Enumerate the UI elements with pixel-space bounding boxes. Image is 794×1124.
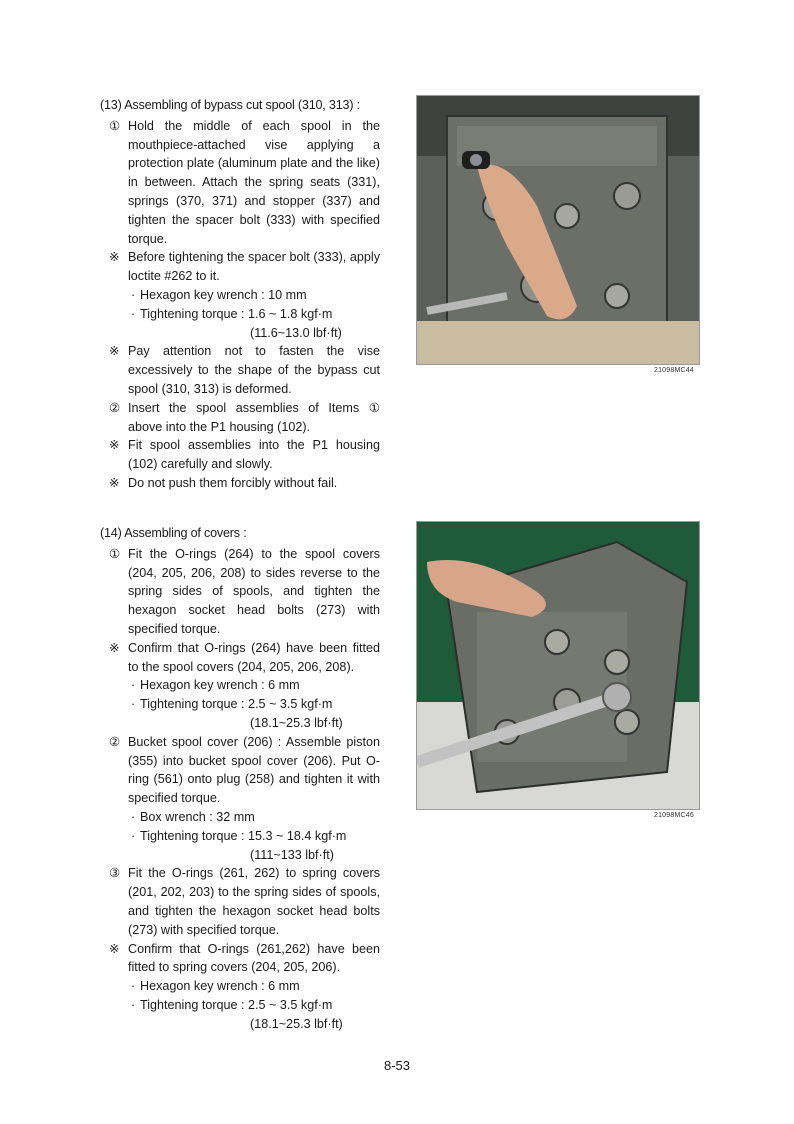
item-marker: ※ — [109, 438, 120, 453]
item-text: Insert the spool assemblies of Items ① above into the P1 housing (102). — [128, 400, 380, 434]
page-number: 8-53 — [383, 1058, 411, 1073]
step-item — [100, 399, 380, 437]
spec-line — [100, 286, 380, 305]
spec-line — [100, 695, 380, 714]
step-item — [100, 864, 380, 939]
step-item — [100, 117, 380, 249]
spec-text: Tightening torque : 1.6 ~ 1.8 kgf·m — [140, 306, 333, 321]
section-14 — [100, 524, 380, 1034]
item-marker: ① — [109, 546, 121, 561]
photo-bypass-cut-spool — [416, 95, 700, 365]
photo-caption-14: 21098MC46 — [654, 812, 694, 819]
spec-line — [100, 977, 380, 996]
item-marker: ② — [109, 400, 121, 415]
spec-text: Tightening torque : 2.5 ~ 3.5 kgf·m — [140, 997, 333, 1012]
bullet-dot: · — [131, 678, 136, 693]
spec-text: Box wrench : 32 mm — [140, 809, 255, 824]
spec-text: Hexagon key wrench : 6 mm — [140, 678, 300, 693]
section-13-list — [100, 117, 380, 493]
step-item — [100, 545, 380, 639]
item-text: Do not push them forcibly without fail. — [128, 475, 338, 490]
bullet-dot: · — [131, 287, 136, 302]
item-text: Pay attention not to fasten the vise excessively to the shape of the bypass cut spool (310, 313) is deformed. — [128, 344, 380, 396]
photo-caption-13: 21098MC44 — [654, 367, 694, 374]
bullet-dot: · — [131, 809, 136, 824]
spec-line — [100, 676, 380, 695]
spec-conversion: (11.6~13.0 lbf·ft) — [250, 325, 342, 340]
bullet-dot: · — [131, 979, 136, 994]
spec-conversion: (18.1~25.3 lbf·ft) — [250, 715, 343, 730]
caution-note — [100, 248, 380, 286]
item-marker: ※ — [109, 250, 120, 265]
bullet-dot: · — [131, 997, 136, 1012]
spec-line — [100, 808, 380, 827]
bullet-dot: · — [131, 828, 136, 843]
spec-text: Tightening torque : 2.5 ~ 3.5 kgf·m — [140, 697, 333, 712]
item-text: Confirm that O-rings (261,262) have been fitted to spring covers (204, 205, 206). — [128, 941, 380, 975]
item-text: Bucket spool cover (206) : Assemble piston (355) into bucket spool cover (206). Put O-ring (561) onto plug (258) and tighten it with specified torque. — [128, 734, 380, 806]
item-text: Confirm that O-rings (264) have been fitted to the spool covers (204, 205, 206, 208). — [128, 640, 380, 674]
section-14-list — [100, 545, 380, 1034]
item-marker: ② — [109, 734, 121, 749]
caution-note — [100, 940, 380, 978]
bullet-dot: · — [131, 697, 136, 712]
spec-conversion: (111~133 lbf·ft) — [250, 847, 334, 862]
spec-line — [100, 827, 380, 846]
item-text: Before tightening the spacer bolt (333), apply loctite #262 to it. — [128, 250, 380, 284]
photo-covers-assembly — [416, 521, 700, 810]
caution-note — [100, 639, 380, 677]
item-marker: ① — [109, 118, 121, 133]
item-marker: ※ — [109, 344, 120, 359]
item-text: Fit the O-rings (264) to the spool covers (204, 205, 206, 208) to sides reverse to the spring sides of spools, and tighten the hexagon socket head bolts (273) with specified torque. — [128, 546, 380, 636]
section-13-heading: (13) Assembling of bypass cut spool (310, 313) : — [100, 98, 360, 112]
caution-note — [100, 474, 380, 493]
item-text: Fit the O-rings (261, 262) to spring covers (201, 202, 203) to the spring sides of spools, and tighten the hexagon socket head bolts (273) with specified torque. — [128, 866, 380, 937]
spec-conversion: (18.1~25.3 lbf·ft) — [250, 1016, 343, 1031]
spec-text: Hexagon key wrench : 6 mm — [140, 979, 300, 994]
item-marker: ※ — [109, 941, 120, 956]
section-13 — [100, 96, 380, 493]
item-marker: ※ — [109, 475, 120, 490]
spec-line — [100, 996, 380, 1015]
bullet-dot: · — [131, 306, 136, 321]
step-item — [100, 733, 380, 808]
spec-text: Hexagon key wrench : 10 mm — [140, 287, 307, 302]
spec-text: Tightening torque : 15.3 ~ 18.4 kgf·m — [140, 828, 347, 843]
caution-note — [100, 342, 380, 398]
spec-line — [100, 305, 380, 324]
item-marker: ③ — [109, 866, 121, 881]
item-text: Fit spool assemblies into the P1 housing (102) carefully and slowly. — [128, 438, 380, 472]
item-text: Hold the middle of each spool in the mouthpiece-attached vise applying a protection plate (aluminum plate and the like) in between. Attach the spring seats (331), springs (370, 371) and stopper (337) and tighten the spacer bolt (333) with specified torque. — [128, 118, 380, 246]
caution-note — [100, 436, 380, 474]
item-marker: ※ — [109, 640, 120, 655]
section-14-heading: (14) Assembling of covers : — [100, 526, 247, 540]
